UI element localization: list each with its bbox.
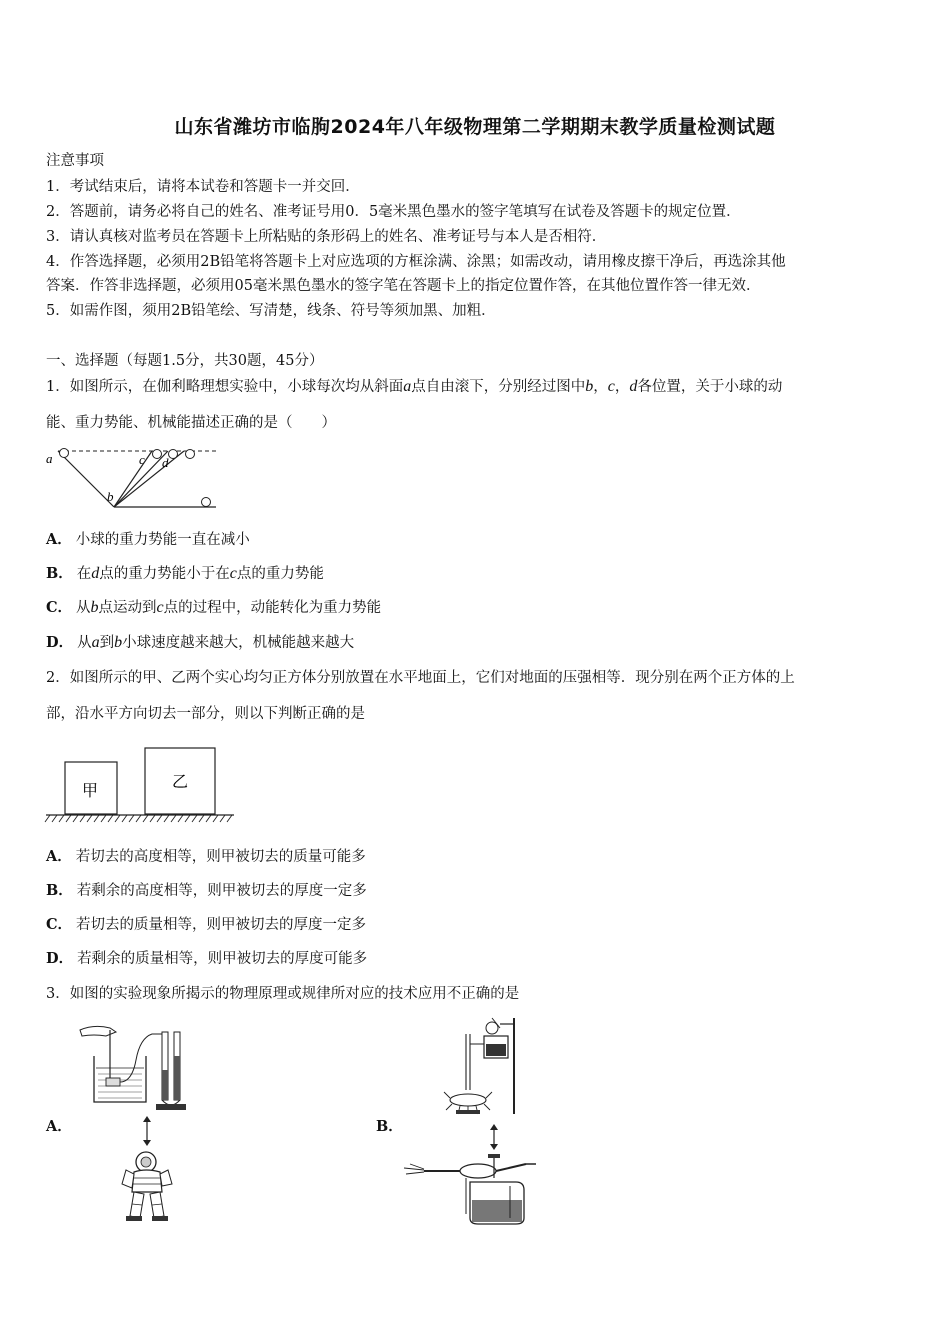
q1-stem-line2: 能、重力势能、机械能描述正确的是（ ）: [46, 415, 336, 431]
q2-option-d[interactable]: D． 若剩余的质量相等，则甲被切去的厚度可能多: [46, 950, 368, 967]
q3-option-a[interactable]: A．: [46, 1118, 72, 1135]
notice-item-4-cont: 答案．作答非选择题，必须用05毫米黑色墨水的签字笔在答题卡上的指定位置作答，在其他位置作答一律无效．: [46, 278, 761, 294]
section-heading: 一、选择题（每题1.5分，共30题，45分）: [46, 353, 324, 369]
q1-fig-label-c: c: [139, 452, 145, 467]
q2-option-a[interactable]: A． 若切去的高度相等，则甲被切去的质量可能多: [46, 848, 366, 865]
notice-item-5: 5．如需作图，须用2B铅笔绘、写清楚，线条、符号等须加黑、加粗．: [46, 303, 496, 319]
notice-heading: 注意事项: [46, 153, 104, 169]
q3-figure-a-pressure-and-diver: [76, 1020, 196, 1225]
q3-figure-b-airflow-and-sprayer: [400, 1014, 550, 1226]
q1-option-a[interactable]: A． 小球的重力势能一直在减小: [46, 531, 250, 548]
q2-figure-cubes: [44, 745, 239, 825]
q1-option-c[interactable]: C． 从b点运动到c点的过程中，动能转化为重力势能: [46, 599, 382, 616]
q1-fig-label-d: d: [162, 455, 169, 470]
notice-item-2: 2．答题前，请务必将自己的姓名、准考证号用0．5毫米黑色墨水的签字笔填写在试卷及答题卡的规定位置．: [46, 204, 741, 220]
q2-fig-label-yi: 乙: [172, 774, 189, 791]
notice-item-1: 1．考试结束后，请将本试卷和答题卡一并交回．: [46, 179, 360, 195]
notice-item-3: 3．请认真核对监考员在答题卡上所粘贴的条形码上的姓名、准考证号与本人是否相符．: [46, 229, 607, 245]
q2-fig-label-jia: 甲: [82, 783, 99, 800]
q2-stem-line2: 部，沿水平方向切去一部分，则以下判断正确的是: [46, 706, 365, 722]
notice-item-4: 4．作答选择题，必须用2B铅笔将答题卡上对应选项的方框涂满、涂黑；如需改动，请用橡皮擦干净后，再选涂其他: [46, 254, 786, 270]
q2-option-c[interactable]: C． 若切去的质量相等，则甲被切去的厚度一定多: [46, 916, 367, 933]
q2-stem-line1: 2．如图所示的甲、乙两个实心均匀正方体分别放置在水平地面上，它们对地面的压强相等．现分别在两个正方体的上: [46, 670, 795, 686]
q3-stem: 3．如图的实验现象所揭示的物理原理或规律所对应的技术应用不正确的是: [46, 986, 520, 1002]
q1-fig-label-b: b: [107, 489, 114, 504]
page-title: 山东省潍坊市临朐2024年八年级物理第二学期期末教学质量检测试题: [174, 116, 776, 138]
q1-option-b[interactable]: B． 在d点的重力势能小于在c点的重力势能: [46, 565, 324, 582]
q1-option-d[interactable]: D． 从a到b小球速度越来越大，机械能越来越大: [46, 634, 355, 651]
q1-figure-galileo-ramps: [44, 444, 224, 512]
q3-option-b[interactable]: B．: [376, 1118, 403, 1135]
q2-option-b[interactable]: B． 若剩余的高度相等，则甲被切去的厚度一定多: [46, 882, 367, 899]
q1-stem-line1: 1．如图所示，在伽利略理想实验中，小球每次均从斜面a点自由滚下，分别经过图中b，c，d各位置，关于小球的动: [46, 378, 783, 395]
q1-fig-label-a: a: [46, 451, 53, 466]
